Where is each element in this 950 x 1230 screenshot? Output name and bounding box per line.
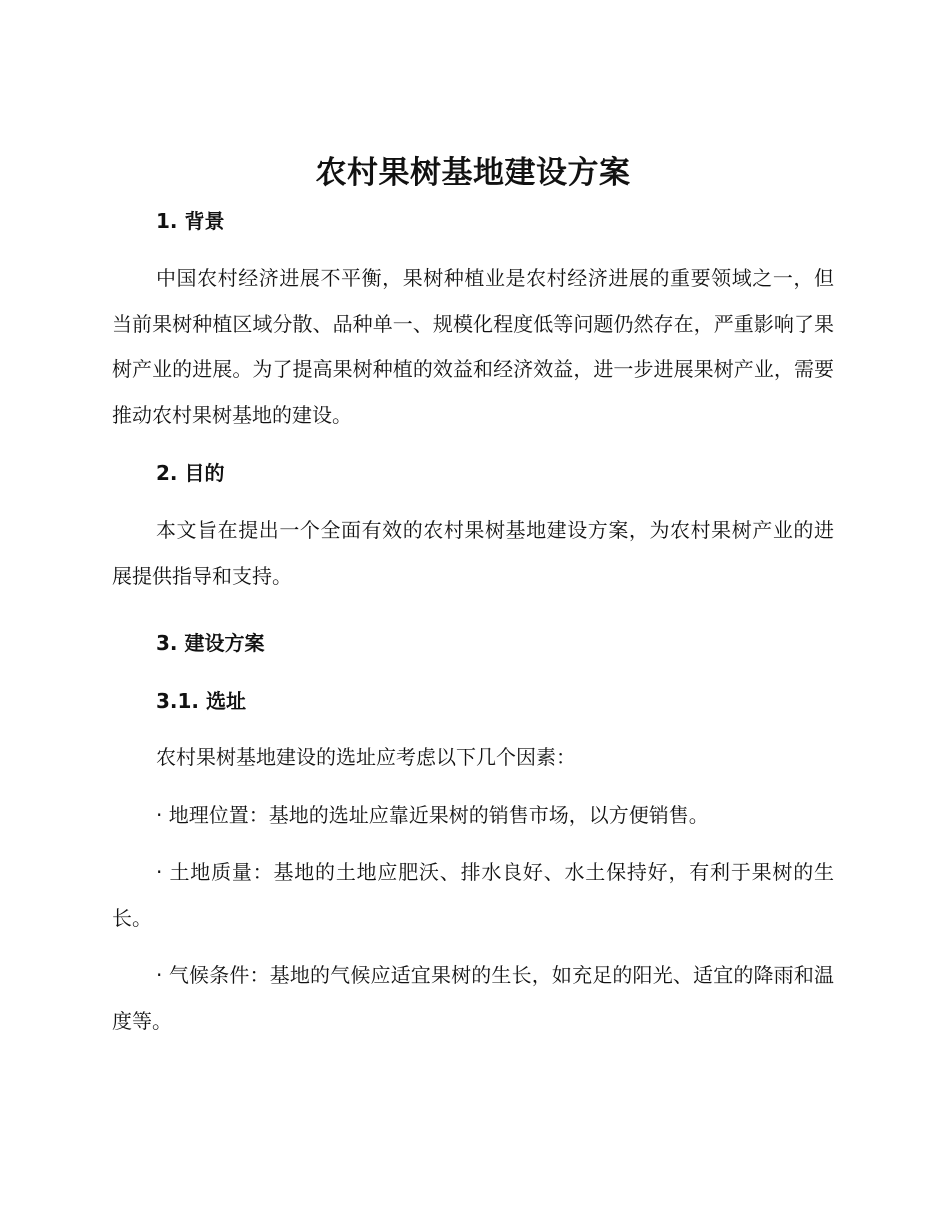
- bullet-climate: · 气候条件：基地的气候应适宜果树的生长，如充足的阳光、适宜的降雨和温度等。: [112, 963, 834, 1033]
- section-heading-purpose: 2. 目的: [156, 461, 225, 485]
- site-intro-paragraph: 农村果树基地建设的选址应考虑以下几个因素：: [156, 745, 576, 769]
- section-heading-background: 1. 背景: [156, 209, 225, 233]
- bullet-soil-quality: · 土地质量：基地的土地应肥沃、排水良好、水土保持好，有利于果树的生长。: [112, 860, 834, 930]
- background-paragraph: 中国农村经济进展不平衡，果树种植业是农村经济进展的重要领域之一，但当前果树种植区域分散、品种单一、规模化程度低等问题仍然存在，严重影响了果树产业的进展。为了提高果树种植的效益和经济效益，进一步进展果树产业，需要推动农村果树基地的建设。: [112, 266, 834, 427]
- document-title: 农村果树基地建设方案: [315, 155, 631, 191]
- purpose-paragraph: 本文旨在提出一个全面有效的农村果树基地建设方案，为农村果树产业的进展提供指导和支持。: [112, 518, 834, 588]
- bullet-geography: · 地理位置：基地的选址应靠近果树的销售市场，以方便销售。: [156, 802, 709, 827]
- section-heading-plan: 3. 建设方案: [156, 631, 265, 655]
- document-page: [112, 150, 834, 1044]
- subsection-heading-site: 3.1. 选址: [156, 689, 246, 713]
